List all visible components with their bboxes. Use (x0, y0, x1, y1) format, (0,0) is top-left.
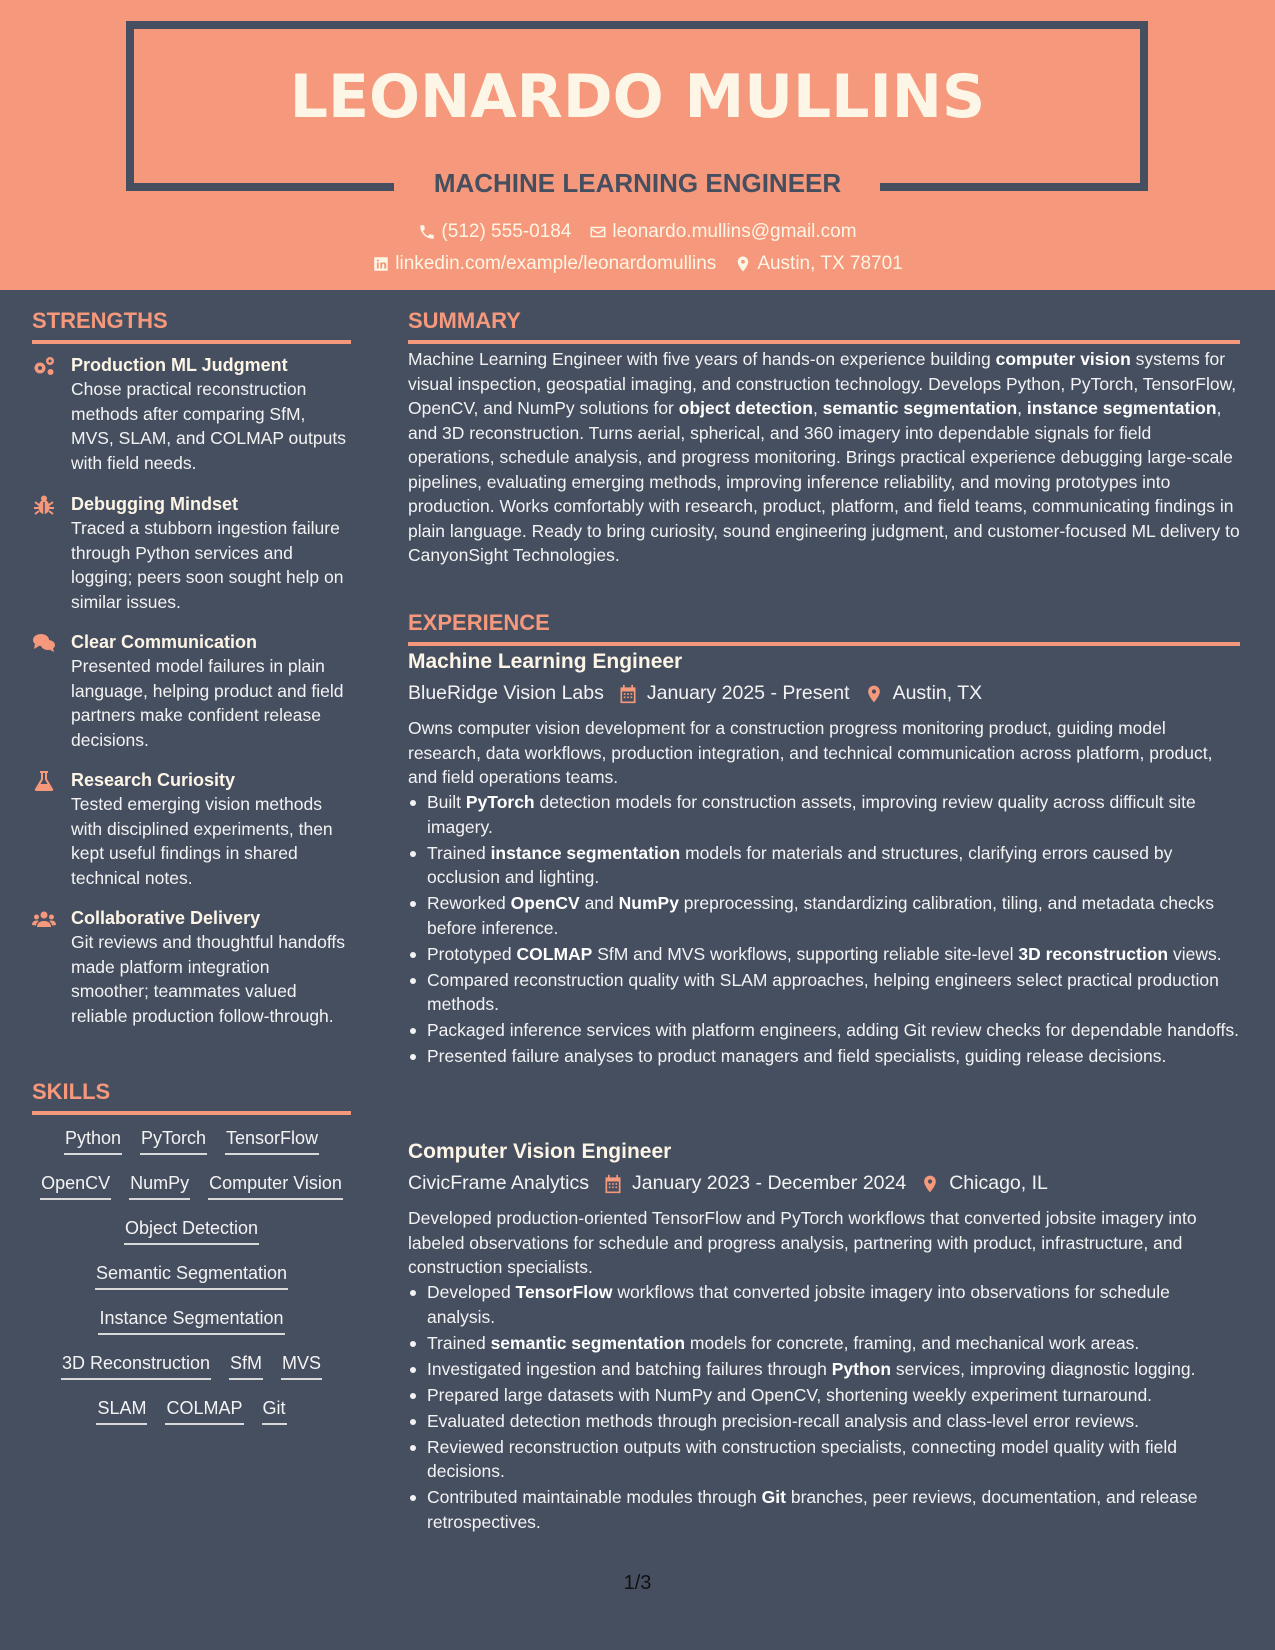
bullet-item: Built PyTorch detection models for construction assets, improving review quality across difficult site imagery. (408, 790, 1240, 839)
skills-list (32, 1125, 351, 1440)
linkedin-contact[interactable] (372, 253, 716, 275)
flask-icon (32, 770, 56, 792)
users-icon (32, 908, 56, 930)
strength-item (32, 353, 352, 475)
contact-row-2 (0, 253, 1275, 275)
bullet-item: Developed TensorFlow workflows that converted jobsite imagery into observations for schedule analysis. (408, 1280, 1240, 1329)
phone-text: (512) 555-0184 (441, 221, 572, 242)
bullet-item: Trained instance segmentation models for materials and structures, clarifying errors caused by occlusion and lighting. (408, 841, 1240, 890)
bullet-item: Trained semantic segmentation models for concrete, framing, and mechanical work areas. (408, 1331, 1240, 1356)
skill-row (32, 1395, 351, 1440)
skill-tag: PyTorch (140, 1125, 207, 1155)
linkedin-text: linkedin.com/example/leonardomullins (395, 253, 717, 274)
summary-heading: SUMMARY (408, 308, 1240, 344)
skill-tag: Git (262, 1395, 287, 1425)
bullet-item: Prototyped COLMAP SfM and MVS workflows, supporting reliable site-level 3D reconstruction views. (408, 942, 1240, 967)
phone-icon (418, 223, 436, 241)
candidate-name: LEONARDO MULLINS (289, 62, 986, 132)
summary-text: Machine Learning Engineer with five years of hands-on experience building computer vision systems for visual inspection, geospatial imaging, and construction technology. Develops Python, PyTorch, TensorFlow, OpenCV, and NumPy solutions for object detection, semantic segmentation, instance segmentation, and 3D reconstruction. Turns aerial, spherical, and 360 imagery into dependable signals for field operations, schedule analysis, and progress monitoring. Brings practical experience debugging large-scale pipelines, evaluating emerging methods, improving inference reliability, and moving prototypes into production. Works comfortably with research, product, platform, and field teams, communicating findings in plain language. Ready to bring curiosity, sound engineering judgment, and customer-focused ML delivery to CanyonSight Technologies. (408, 349, 1240, 565)
skill-tag: Object Detection (124, 1215, 259, 1245)
envelope-icon (589, 223, 607, 241)
job-dates: January 2023 - December 2024 (631, 1172, 907, 1194)
skill-tag: Semantic Segmentation (95, 1260, 288, 1290)
gears-icon (32, 355, 56, 377)
strength-desc: Tested emerging vision methods with disciplined experiments, then kept useful findings in shared technical notes. (71, 794, 333, 888)
skill-tag: Instance Segmentation (98, 1305, 284, 1335)
bug-icon (32, 494, 56, 516)
bullet-item: Reviewed reconstruction outputs with construction specialists, connecting model quality with field decisions. (408, 1435, 1240, 1484)
strength-title: Research Curiosity (71, 770, 236, 790)
bullet-item: Prepared large datasets with NumPy and OpenCV, shortening weekly experiment turnaround. (408, 1383, 1240, 1408)
candidate-title: MACHINE LEARNING ENGINEER (433, 168, 842, 198)
resume-header (0, 0, 1275, 290)
job-location: Austin, TX (892, 682, 983, 704)
strength-desc: Git reviews and thoughtful handoffs made platform integration smoother; teammates valued reliable production follow-through. (71, 932, 346, 1026)
skill-tag: MVS (281, 1350, 322, 1380)
bullet-item: Presented failure analyses to product managers and field specialists, guiding release decisions. (408, 1044, 1240, 1069)
strength-desc: Chose practical reconstruction methods after comparing SfM, MVS, SLAM, and COLMAP outputs with field needs. (71, 379, 346, 473)
map-marker-icon (920, 1174, 940, 1194)
calendar-icon (603, 1174, 623, 1194)
bullet-item: Evaluated detection methods through precision-recall analysis and class-level error reviews. (408, 1409, 1240, 1434)
job-title: Computer Vision Engineer (408, 1140, 672, 1163)
map-marker-icon (864, 684, 884, 704)
skill-tag: Python (64, 1125, 122, 1155)
job-description: Developed production-oriented TensorFlow and PyTorch workflows that converted jobsite imagery into labeled observations for schedule and progress analysis, partnering with product, infrastructure, and construction specialists. (408, 1208, 1197, 1277)
company-name: BlueRidge Vision Labs (408, 682, 604, 704)
skill-tag: COLMAP (165, 1395, 243, 1425)
skill-tag: SfM (229, 1350, 263, 1380)
strengths-heading: STRENGTHS (32, 308, 351, 344)
company-name: CivicFrame Analytics (408, 1172, 589, 1194)
skill-tag: SLAM (96, 1395, 147, 1425)
skill-tag: Computer Vision (208, 1170, 343, 1200)
job-bullets (408, 1280, 1240, 1536)
experience-heading: EXPERIENCE (408, 610, 1240, 646)
job-title: Machine Learning Engineer (408, 650, 683, 673)
skill-row (32, 1350, 351, 1395)
job-dates: January 2025 - Present (646, 682, 850, 704)
page-number: 1/3 (623, 1572, 652, 1594)
skill-row (32, 1215, 351, 1260)
job-bullets (408, 790, 1240, 1070)
skill-tag: TensorFlow (225, 1125, 319, 1155)
phone-contact (418, 221, 571, 243)
job-location: Chicago, IL (949, 1172, 1048, 1194)
comments-icon (32, 632, 56, 654)
contact-row-1 (0, 221, 1275, 243)
strength-item (32, 630, 352, 752)
map-marker-icon (734, 255, 752, 273)
skill-row (32, 1125, 351, 1170)
strength-title: Production ML Judgment (71, 355, 288, 375)
strength-item (32, 906, 352, 1028)
calendar-icon (618, 684, 638, 704)
bullet-item: Investigated ingestion and batching failures through Python services, improving diagnostic logging. (408, 1357, 1240, 1382)
bullet-item: Packaged inference services with platform engineers, adding Git review checks for dependable handoffs. (408, 1018, 1240, 1043)
skills-heading: SKILLS (32, 1079, 351, 1115)
skill-row (32, 1260, 351, 1305)
job-meta (408, 1172, 1048, 1195)
strength-item (32, 492, 352, 614)
skill-row (32, 1305, 351, 1350)
email-text: leonardo.mullins@gmail.com (612, 221, 857, 242)
skill-tag: NumPy (129, 1170, 190, 1200)
strength-desc: Traced a stubborn ingestion failure through Python services and logging; peers soon sought help on similar issues. (71, 518, 344, 612)
job-meta (408, 682, 982, 705)
strength-title: Collaborative Delivery (71, 908, 261, 928)
location-contact (734, 253, 902, 275)
skill-row (32, 1170, 351, 1215)
skill-tag: 3D Reconstruction (61, 1350, 211, 1380)
strength-desc: Presented model failures in plain language, helping product and field partners make confident release decisions. (71, 656, 344, 750)
skill-tag: OpenCV (40, 1170, 111, 1200)
bullet-item: Contributed maintainable modules through Git branches, peer reviews, documentation, and release retrospectives. (408, 1485, 1240, 1534)
linkedin-icon (372, 255, 390, 273)
bullet-item: Compared reconstruction quality with SLAM approaches, helping engineers select practical production methods. (408, 968, 1240, 1017)
strength-item (32, 768, 352, 890)
location-text: Austin, TX 78701 (757, 253, 903, 274)
bullet-item: Reworked OpenCV and NumPy preprocessing, standardizing calibration, tiling, and metadata checks before inference. (408, 891, 1240, 940)
strength-title: Debugging Mindset (71, 494, 238, 514)
job-description: Owns computer vision development for a construction progress monitoring product, guiding model research, data workflows, production integration, and technical communication across platform, product, and field operations teams. (408, 718, 1213, 787)
email-contact[interactable] (589, 221, 856, 243)
strength-title: Clear Communication (71, 632, 258, 652)
